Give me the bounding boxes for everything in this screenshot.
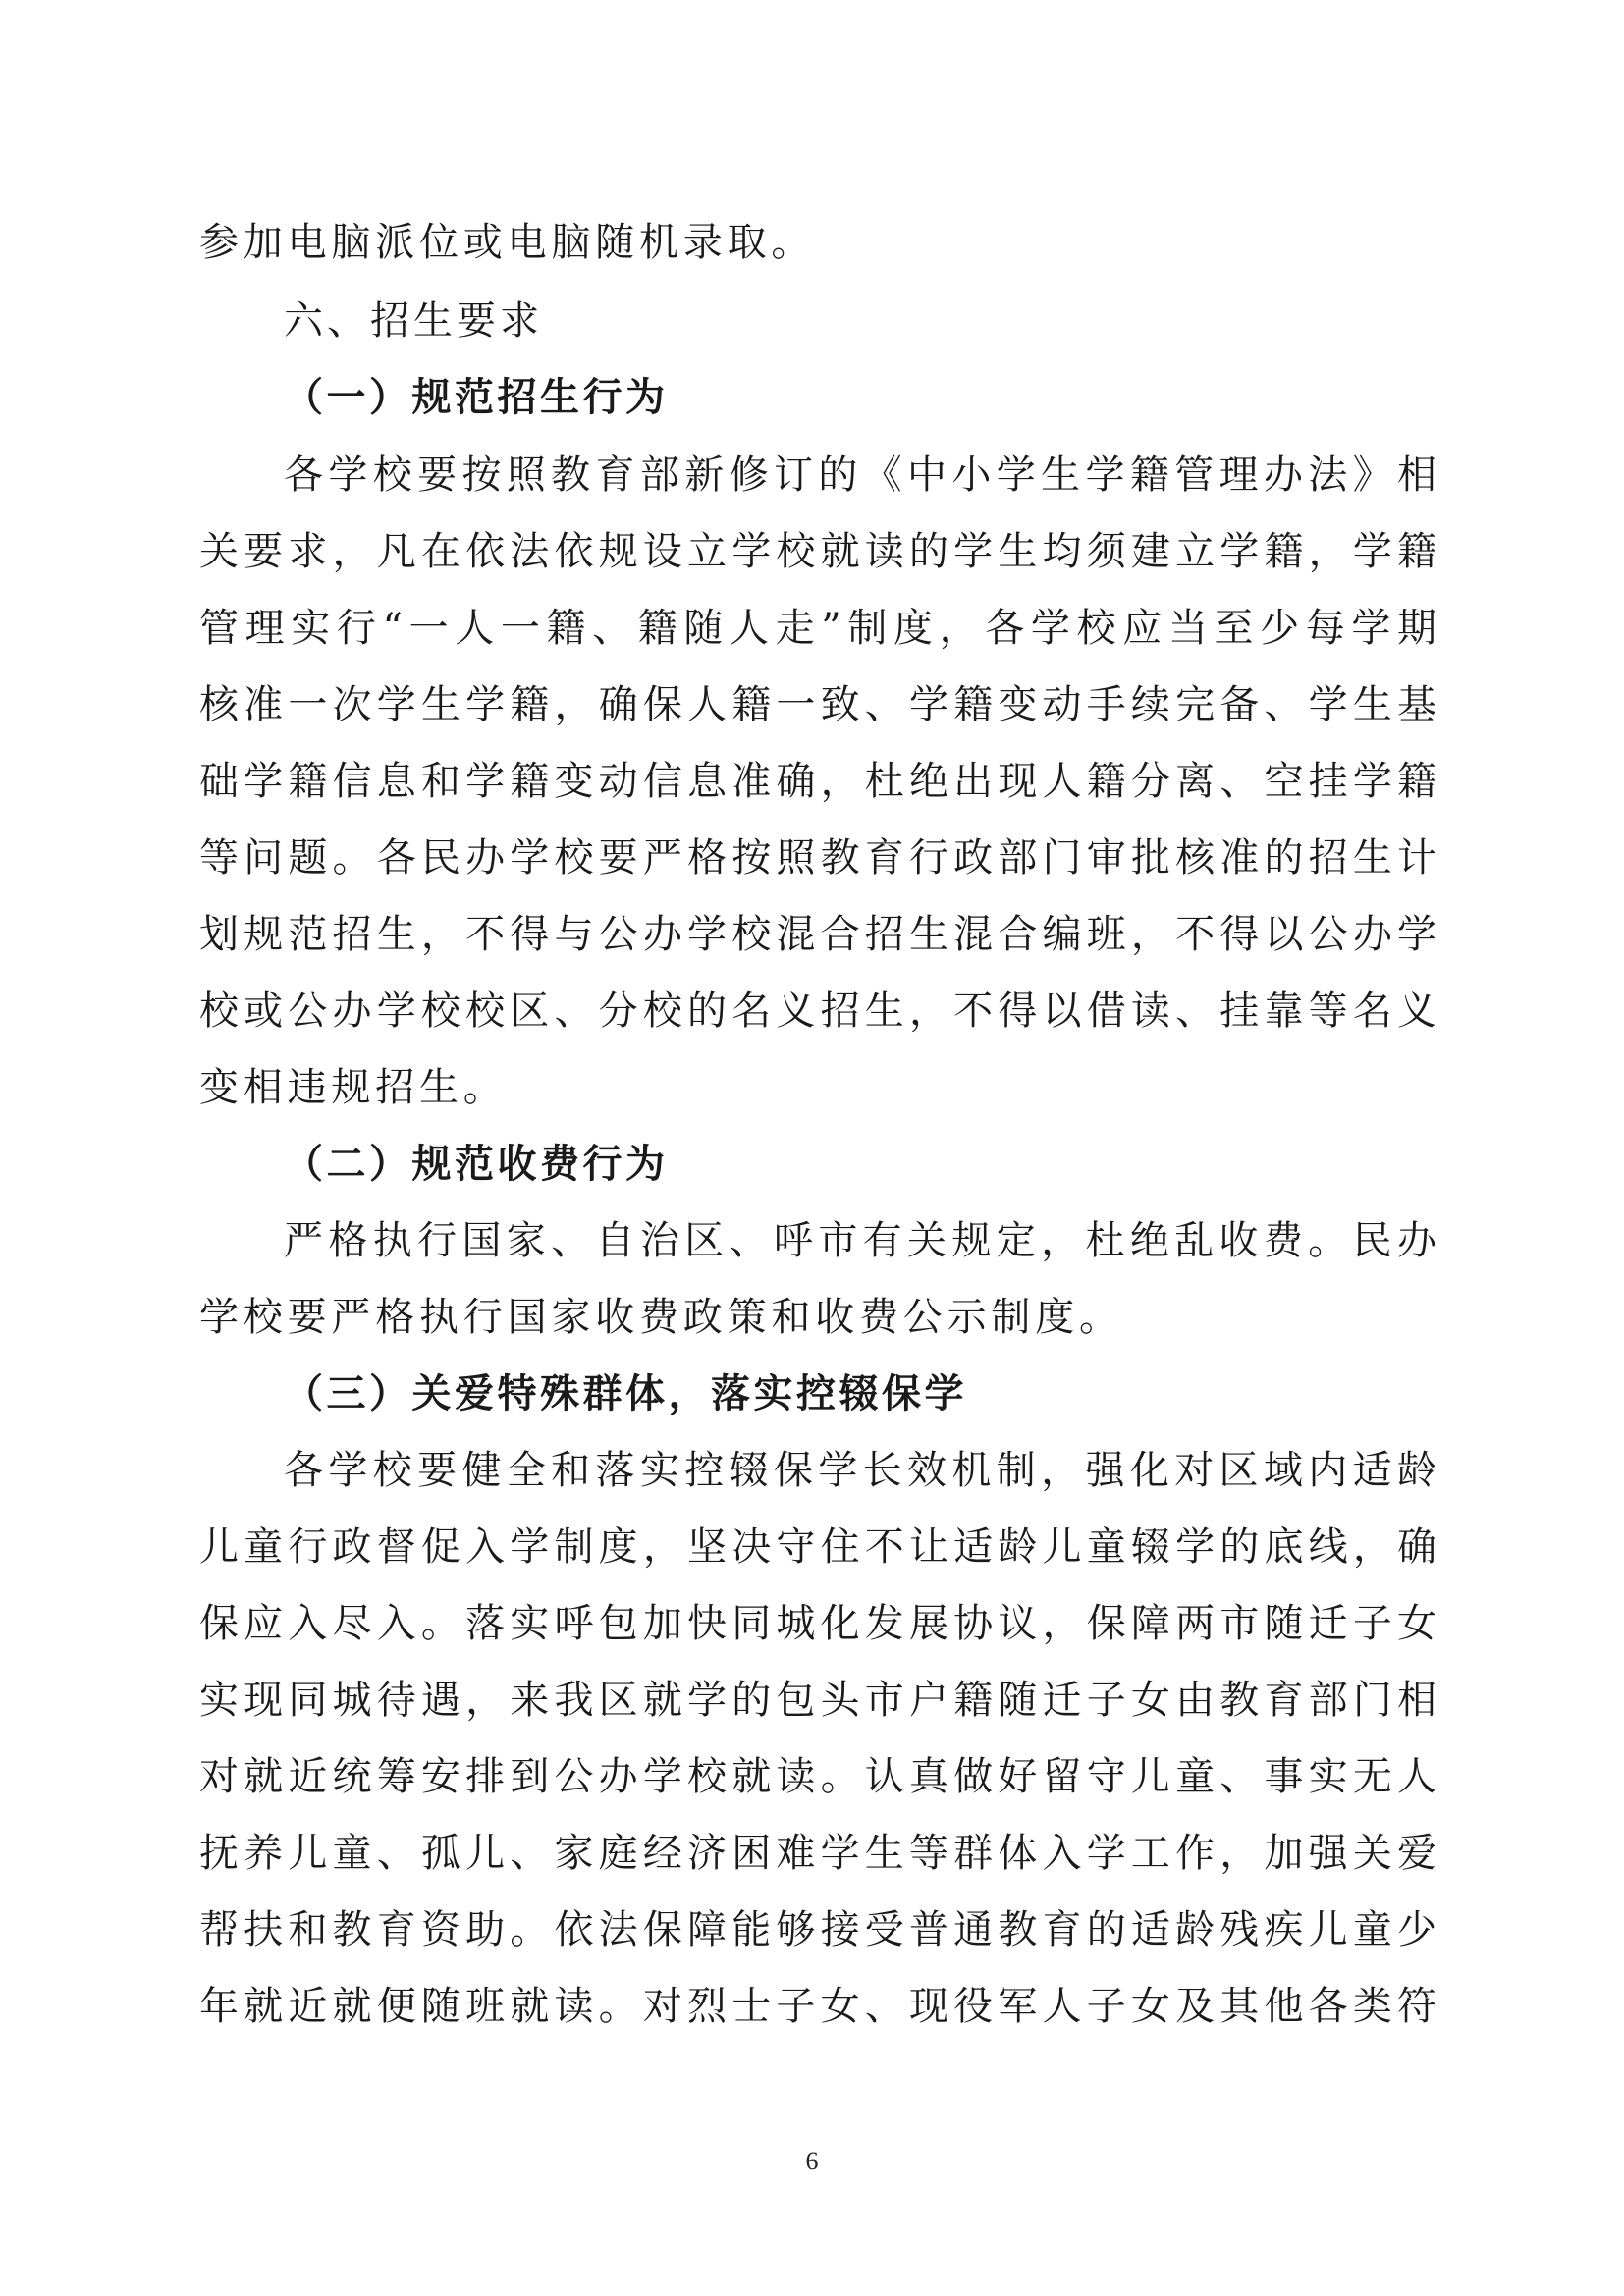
- paragraph-line: 年就近就便随班就读。对烈士子女、现役军人子女及其他各类符: [199, 1984, 1436, 2029]
- paragraph-line: 关要求，凡在依法依规设立学校就读的学生均须建立学籍，学籍: [199, 529, 1436, 574]
- paragraph-line: 校或公办学校校区、分校的名义招生，不得以借读、挂靠等名义: [199, 988, 1436, 1034]
- paragraph-line: 严格执行国家、自治区、呼市有关规定，杜绝乱收费。民办: [284, 1218, 1436, 1263]
- subsection-heading: （三）关爱特殊群体，落实控辍保学: [284, 1370, 967, 1416]
- paragraph-line: 各学校要健全和落实控辍保学长效机制，强化对区域内适龄: [284, 1448, 1436, 1493]
- paragraph-line: 管理实行“一人一籍、籍随人走”制度，各学校应当至少每学期: [199, 606, 1436, 651]
- paragraph-line: 学校要严格执行国家收费政策和收费公示制度。: [199, 1295, 1123, 1340]
- paragraph-line: 变相违规招生。: [199, 1065, 508, 1110]
- paragraph-line: 保应入尽入。落实呼包加快同城化发展协议，保障两市随迁子女: [199, 1601, 1436, 1646]
- page-number: 6: [805, 2147, 819, 2175]
- paragraph-line: 各学校要按照教育部新修订的《中小学生学籍管理办法》相: [284, 453, 1436, 498]
- paragraph-line: 抚养儿童、孤儿、家庭经济困难学生等群体入学工作，加强关爱: [199, 1831, 1436, 1876]
- subsection-heading: （二）规范收费行为: [284, 1141, 669, 1187]
- paragraph-line: 参加电脑派位或电脑随机录取。: [199, 220, 816, 265]
- paragraph-line: 核准一次学生学籍，确保人籍一致、学籍变动手续完备、学生基: [199, 682, 1436, 727]
- paragraph-line: 划规范招生，不得与公办学校混合招生混合编班，不得以公办学: [199, 912, 1436, 957]
- subsection-heading: （一）规范招生行为: [284, 374, 669, 420]
- paragraph-line: 对就近统筹安排到公办学校就读。认真做好留守儿童、事实无人: [199, 1754, 1436, 1799]
- paragraph-line: 等问题。各民办学校要严格按照教育行政部门审批核准的招生计: [199, 835, 1436, 881]
- paragraph-line: 础学籍信息和学籍变动信息准确，杜绝出现人籍分离、空挂学籍: [199, 759, 1436, 804]
- paragraph-line: 帮扶和教育资助。依法保障能够接受普通教育的适龄残疾儿童少: [199, 1907, 1436, 1952]
- paragraph-line: 实现同城待遇，来我区就学的包头市户籍随迁子女由教育部门相: [199, 1678, 1436, 1723]
- section-heading: 六、招生要求: [284, 298, 543, 344]
- paragraph-line: 儿童行政督促入学制度，坚决守住不让适龄儿童辍学的底线，确: [199, 1524, 1436, 1570]
